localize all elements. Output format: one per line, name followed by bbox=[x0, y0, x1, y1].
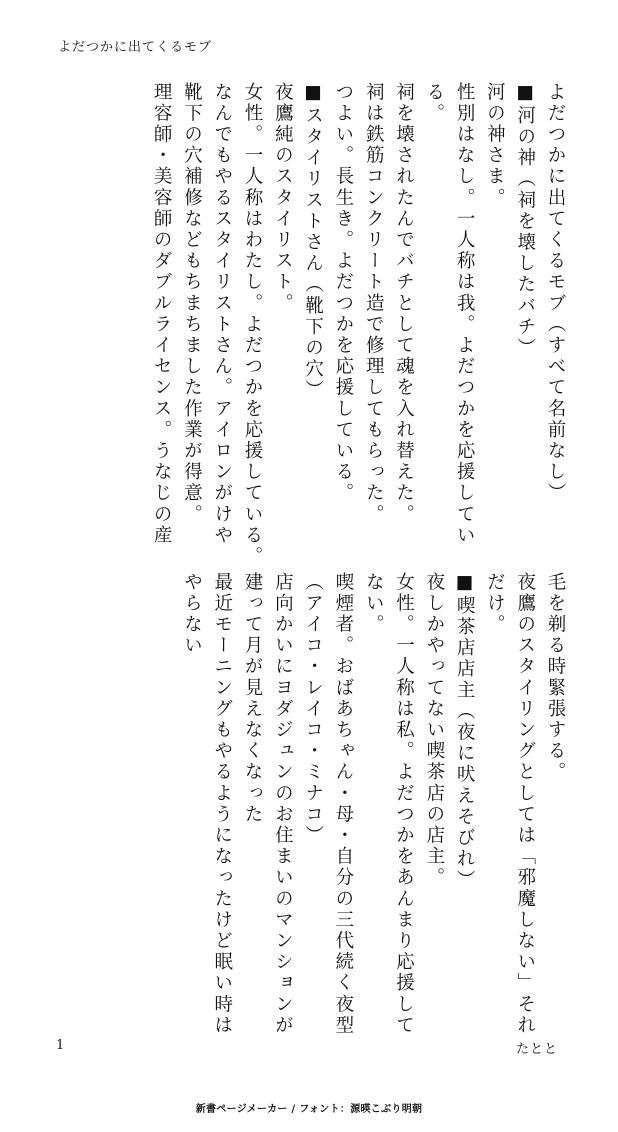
text-line: る。 bbox=[423, 82, 445, 125]
text-line: 夜しかやってない喫茶店の店主。 bbox=[423, 572, 445, 889]
section-heading: ■河の神（祠を壊したバチ） bbox=[514, 82, 536, 359]
page-header-title: よだつかに出てくるモブ bbox=[58, 40, 213, 55]
text-line: ない。 bbox=[363, 572, 385, 636]
text-line: よだつかに出てくるモブ（すべて名前なし） bbox=[545, 82, 566, 504]
text-line: 店向かいにヨダジュンのお住まいのマンションが bbox=[272, 572, 294, 1037]
text-line: 建って月が見えなくなった bbox=[242, 572, 264, 826]
section-heading: ■喫茶店店主（夜に吠えそびれ） bbox=[454, 572, 476, 891]
text-line: 祠を壊されたんでバチとして魂を入れ替えた。 bbox=[393, 82, 415, 526]
text-line: 夜鷹純のスタイリスト。 bbox=[272, 82, 294, 315]
author-name: たとと bbox=[515, 1042, 558, 1057]
upper-text-block bbox=[50, 82, 570, 568]
section-heading: ■スタイリストさん（靴下の穴） bbox=[302, 82, 324, 401]
text-line: やらない bbox=[181, 572, 203, 657]
text-line: なんでもやるスタイリストさん。アイロンがけや bbox=[211, 82, 233, 547]
text-line: だけ。 bbox=[484, 572, 506, 636]
text-line: 夜鷹のスタイリングとしては「邪魔しない」それ bbox=[514, 572, 536, 1037]
text-line: （アイコ・レイコ・ミナコ） bbox=[302, 572, 324, 847]
text-line: 女性。一人称は私。よだつかをあんまり応援して bbox=[393, 572, 415, 1037]
text-line: 喫煙者。おばあちゃん・母・自分の三代続く夜型 bbox=[332, 572, 354, 1037]
text-line: 毛を剃る時緊張する。 bbox=[545, 572, 566, 783]
text-line: つよい。長生き。よだつかを応援している。 bbox=[332, 82, 354, 504]
text-line: 祠は鉄筋コンクリート造で修理してもらった。 bbox=[363, 82, 385, 526]
text-line: 河の神さま。 bbox=[484, 82, 506, 209]
footer-credit: 新書ページメーカー / フォント：源暎こぶり明朝 bbox=[195, 1104, 423, 1115]
text-line: 理容師・美容師のダブルライセンス。うなじの産 bbox=[151, 82, 173, 547]
text-line: 最近モーニングもやるようになったけど眠い時は bbox=[211, 572, 233, 1037]
text-line: 女性。一人称はわたし。よだつかを応援している。 bbox=[242, 82, 264, 568]
text-line: 性別はなし。一人称は我。よだつかを応援してい bbox=[454, 82, 476, 547]
lower-text-block bbox=[50, 572, 570, 1037]
text-line: 靴下の穴補修などもちまちました作業が得意。 bbox=[181, 82, 203, 526]
page-number: 1 bbox=[56, 1038, 65, 1053]
